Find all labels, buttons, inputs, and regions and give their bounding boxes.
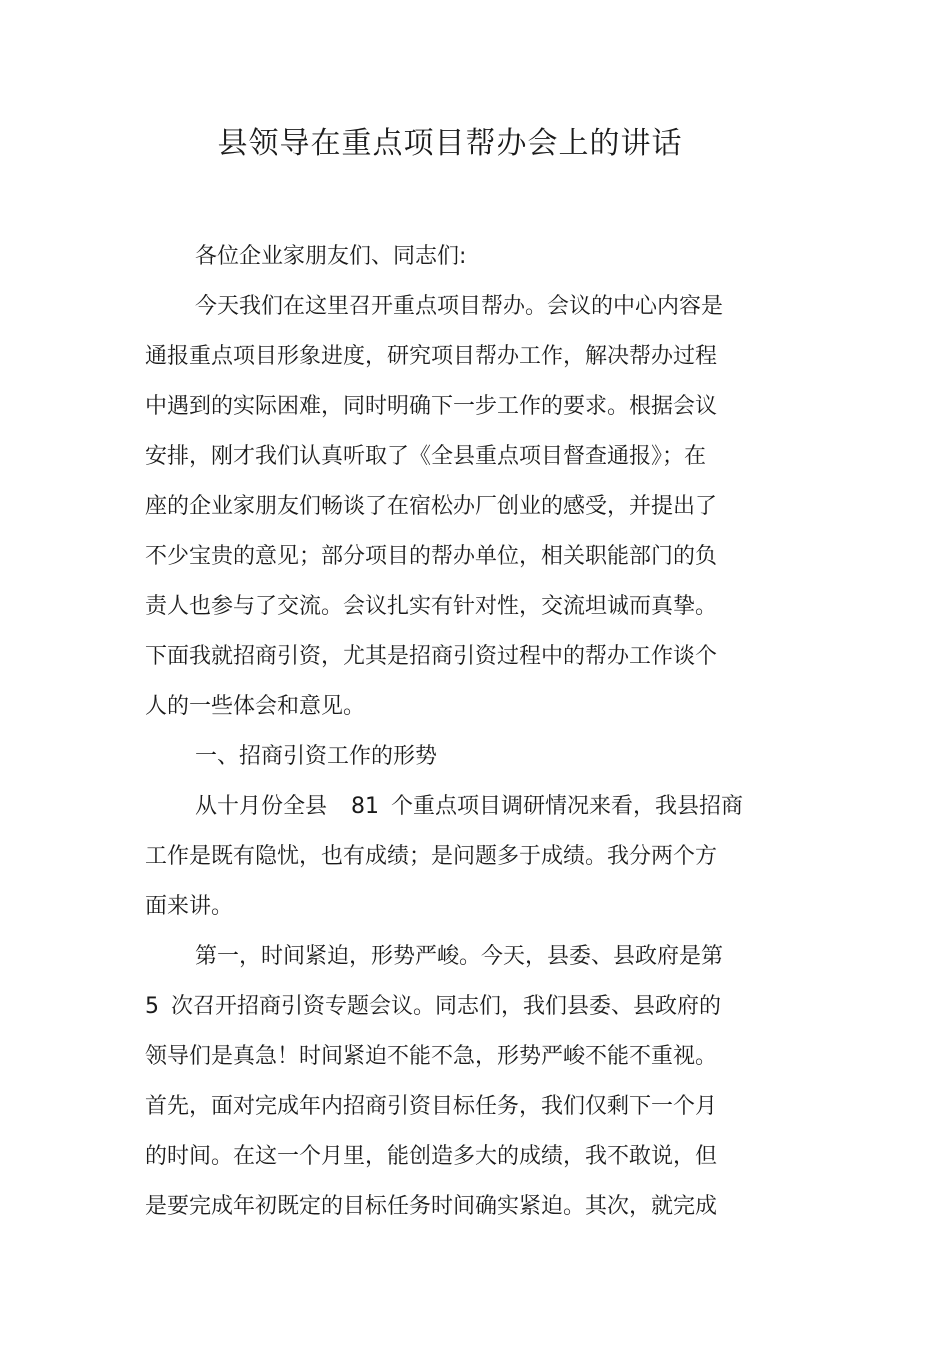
paragraph-line: 座的企业家朋友们畅谈了在宿松办厂创业的感受，并提出了 <box>145 494 718 519</box>
paragraph-line: 首先，面对完成年内招商引资目标任务，我们仅剩下一个月 <box>145 1094 718 1119</box>
line-segment: 从十月份全县 <box>195 794 328 819</box>
paragraph-line: 不少宝贵的意见；部分项目的帮办单位，相关职能部门的负 <box>145 544 718 569</box>
paragraph-line: 的时间。在这一个月里，能创造多大的成绩，我不敢说，但 <box>145 1144 718 1169</box>
salutation: 各位企业家朋友们、同志们: <box>195 244 467 269</box>
line-segment: 次召开招商引资专题会议。同志们，我们县委、县政府的 <box>171 994 722 1019</box>
paragraph-line: 工作是既有隐忧，也有成绩；是问题多于成绩。我分两个方 <box>145 844 718 869</box>
paragraph-line: 下面我就招商引资，尤其是招商引资过程中的帮办工作谈个 <box>145 644 718 669</box>
meeting-number: 5 <box>145 994 159 1019</box>
paragraph-line: 通报重点项目形象进度，研究项目帮办工作，解决帮办过程 <box>145 344 718 369</box>
section-heading: 一、招商引资工作的形势 <box>195 744 438 769</box>
paragraph-line: 面来讲。 <box>145 894 234 919</box>
document-title: 县领导在重点项目帮办会上的讲话 <box>217 126 683 161</box>
line-segment: 个重点项目调研情况来看，我县招商 <box>391 794 744 819</box>
paragraph-line <box>145 992 721 1022</box>
paragraph-line: 人的一些体会和意见。 <box>145 694 366 719</box>
paragraph-line: 责人也参与了交流。会议扎实有针对性，交流坦诚而真挚。 <box>145 594 718 619</box>
paragraph-line <box>195 792 743 822</box>
project-count: 81 <box>351 794 380 819</box>
paragraph-line: 领导们是真急！时间紧迫不能不急，形势严峻不能不重视。 <box>145 1044 718 1069</box>
paragraph-line: 中遇到的实际困难，同时明确下一步工作的要求。根据会议 <box>145 394 718 419</box>
paragraph-line: 是要完成年初既定的目标任务时间确实紧迫。其次，就完成 <box>145 1194 718 1219</box>
paragraph-line: 第一，时间紧迫，形势严峻。今天，县委、县政府是第 <box>195 944 724 969</box>
paragraph-line: 安排，刚才我们认真听取了《全县重点项目督查通报》；在 <box>145 444 707 469</box>
paragraph-line: 今天我们在这里召开重点项目帮办。会议的中心内容是 <box>195 294 724 319</box>
